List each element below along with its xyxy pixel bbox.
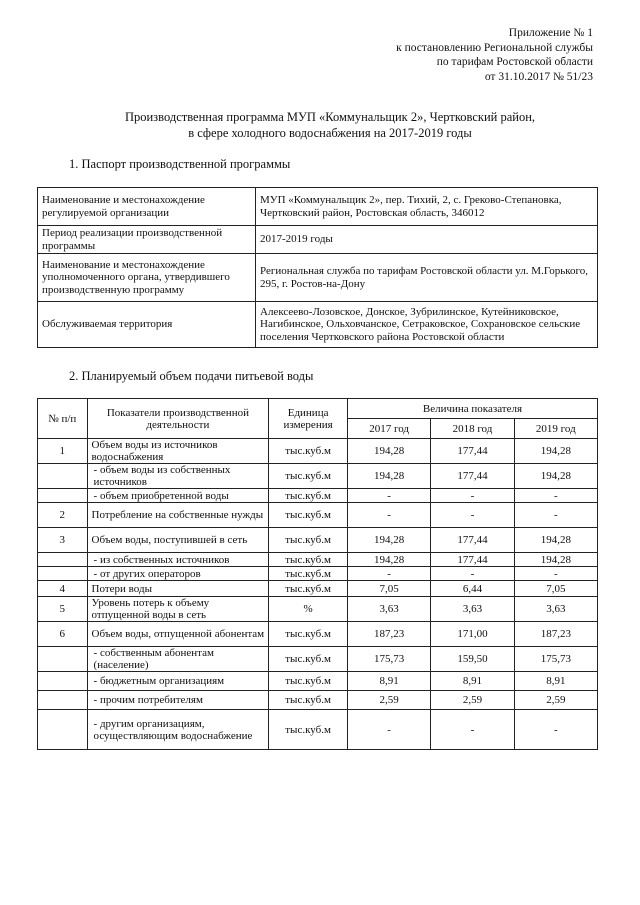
cell-num — [38, 553, 88, 567]
passport-row — [38, 188, 598, 226]
cell-value-2019: 8,91 — [514, 672, 597, 691]
cell-value-2018: 3,63 — [431, 597, 514, 622]
table-row — [38, 597, 598, 622]
cell-indicator: - другим организациям, осуществляющим водоснабжение — [87, 710, 269, 750]
passport-value: Региональная служба по тарифам Ростовской области ул. М.Горького, 295, г. Ростов-на-Дону — [256, 254, 598, 302]
cell-indicator: Уровень потерь к объему отпущенной воды в сеть — [87, 597, 269, 622]
table-row — [38, 672, 598, 691]
section-1-heading: 1. Паспорт производственной программы — [69, 157, 291, 171]
cell-unit: тыс.куб.м — [269, 439, 348, 464]
header-year-2017: 2017 год — [347, 419, 430, 439]
cell-unit: % — [269, 597, 348, 622]
table-row — [38, 622, 598, 647]
cell-value-2017: - — [347, 503, 430, 528]
table-header-row — [38, 399, 598, 419]
passport-label: Наименование и местонахождение регулируемой организации — [38, 188, 256, 226]
cell-unit: тыс.куб.м — [269, 672, 348, 691]
cell-value-2017: 7,05 — [347, 581, 430, 597]
cell-unit: тыс.куб.м — [269, 464, 348, 489]
passport-label: Обслуживаемая территория — [38, 302, 256, 348]
passport-label: Наименование и местонахождение уполномоченного органа, утвердившего производственную программу — [38, 254, 256, 302]
cell-num: 6 — [38, 622, 88, 647]
cell-value-2019: 7,05 — [514, 581, 597, 597]
cell-indicator: Объем воды из источников водоснабжения — [87, 439, 269, 464]
cell-value-2018: 177,44 — [431, 439, 514, 464]
cell-value-2017: 3,63 — [347, 597, 430, 622]
cell-num — [38, 647, 88, 672]
cell-value-2018: 177,44 — [431, 464, 514, 489]
table-row — [38, 710, 598, 750]
cell-num: 2 — [38, 503, 88, 528]
cell-value-2018: - — [431, 503, 514, 528]
header-unit: Единица измерения — [269, 399, 348, 439]
cell-value-2017: 2,59 — [347, 691, 430, 710]
cell-indicator: - прочим потребителям — [87, 691, 269, 710]
cell-value-2018: 8,91 — [431, 672, 514, 691]
volume-table — [37, 398, 598, 750]
passport-table — [37, 187, 598, 348]
cell-unit: тыс.куб.м — [269, 622, 348, 647]
cell-value-2018: - — [431, 710, 514, 750]
cell-value-2019: - — [514, 503, 597, 528]
table-row — [38, 567, 598, 581]
cell-unit: тыс.куб.м — [269, 489, 348, 503]
cell-value-2019: 194,28 — [514, 553, 597, 567]
cell-unit: тыс.куб.м — [269, 581, 348, 597]
header-value-group: Величина показателя — [347, 399, 597, 419]
passport-row — [38, 254, 598, 302]
cell-value-2018: 6,44 — [431, 581, 514, 597]
cell-value-2017: 194,28 — [347, 528, 430, 553]
appendix-header — [396, 26, 593, 84]
table-row — [38, 464, 598, 489]
cell-num: 4 — [38, 581, 88, 597]
cell-num — [38, 464, 88, 489]
passport-value: Алексеево-Лозовское, Донское, Зубрилинское, Кутейниковское, Нагибинское, Ольховчанское, Сетраковское, Сохрановское сельские поселения Чертковского района Ростовской области — [256, 302, 598, 348]
cell-value-2018: 171,00 — [431, 622, 514, 647]
cell-num — [38, 567, 88, 581]
table-row — [38, 647, 598, 672]
cell-num — [38, 691, 88, 710]
cell-value-2017: 187,23 — [347, 622, 430, 647]
table-row — [38, 581, 598, 597]
header-year-2018: 2018 год — [431, 419, 514, 439]
cell-unit: тыс.куб.м — [269, 567, 348, 581]
cell-value-2019: 2,59 — [514, 691, 597, 710]
cell-value-2018: 177,44 — [431, 528, 514, 553]
cell-indicator: Потребление на собственные нужды — [87, 503, 269, 528]
cell-value-2019: 194,28 — [514, 528, 597, 553]
cell-value-2019: 3,63 — [514, 597, 597, 622]
cell-indicator: - объем приобретенной воды — [87, 489, 269, 503]
table-row — [38, 503, 598, 528]
document-title — [60, 110, 600, 141]
cell-indicator: - от других операторов — [87, 567, 269, 581]
cell-value-2017: 194,28 — [347, 553, 430, 567]
cell-value-2019: 187,23 — [514, 622, 597, 647]
cell-indicator: - объем воды из собственных источников — [87, 464, 269, 489]
cell-unit: тыс.куб.м — [269, 691, 348, 710]
cell-unit: тыс.куб.м — [269, 528, 348, 553]
cell-unit: тыс.куб.м — [269, 710, 348, 750]
cell-indicator: Объем воды, отпущенной абонентам — [87, 622, 269, 647]
passport-value: 2017-2019 годы — [256, 226, 598, 254]
section-2-heading: 2. Планируемый объем подачи питьевой воды — [69, 369, 314, 383]
cell-value-2017: 194,28 — [347, 439, 430, 464]
cell-indicator: Объем воды, поступившей в сеть — [87, 528, 269, 553]
cell-indicator: - бюджетным организациям — [87, 672, 269, 691]
cell-indicator: - из собственных источников — [87, 553, 269, 567]
table-row — [38, 691, 598, 710]
cell-value-2018: 177,44 — [431, 553, 514, 567]
cell-value-2019: - — [514, 710, 597, 750]
cell-unit: тыс.куб.м — [269, 503, 348, 528]
cell-value-2018: - — [431, 567, 514, 581]
cell-value-2019: 175,73 — [514, 647, 597, 672]
table-row — [38, 528, 598, 553]
cell-num: 5 — [38, 597, 88, 622]
table-row — [38, 489, 598, 503]
cell-num — [38, 710, 88, 750]
cell-value-2017: - — [347, 489, 430, 503]
cell-value-2017: 194,28 — [347, 464, 430, 489]
cell-unit: тыс.куб.м — [269, 647, 348, 672]
passport-row — [38, 226, 598, 254]
cell-value-2017: - — [347, 710, 430, 750]
appendix-line-1: Приложение № 1 — [508, 27, 593, 39]
title-line-1: Производственная программа МУП «Коммунальщик 2», Чертковский район, — [124, 110, 536, 124]
cell-value-2018: - — [431, 489, 514, 503]
cell-value-2019: 194,28 — [514, 464, 597, 489]
header-indicator: Показатели производственной деятельности — [87, 399, 269, 439]
table-row — [38, 439, 598, 464]
passport-value: МУП «Коммунальщик 2», пер. Тихий, 2, с. Греково-Степановка, Чертковский район, Ростовская область, 346012 — [256, 188, 598, 226]
table-row — [38, 553, 598, 567]
cell-num: 1 — [38, 439, 88, 464]
cell-unit: тыс.куб.м — [269, 553, 348, 567]
cell-value-2019: - — [514, 489, 597, 503]
header-year-2019: 2019 год — [514, 419, 597, 439]
cell-value-2018: 2,59 — [431, 691, 514, 710]
cell-value-2017: 8,91 — [347, 672, 430, 691]
cell-indicator: - собственным абонентам (население) — [87, 647, 269, 672]
cell-value-2017: 175,73 — [347, 647, 430, 672]
cell-indicator: Потери воды — [87, 581, 269, 597]
appendix-line-4: от 31.10.2017 № 51/23 — [484, 70, 593, 83]
cell-num — [38, 489, 88, 503]
cell-value-2017: - — [347, 567, 430, 581]
passport-row — [38, 302, 598, 348]
passport-label: Период реализации производственной программы — [38, 226, 256, 254]
cell-value-2019: 194,28 — [514, 439, 597, 464]
title-line-2: в сфере холодного водоснабжения на 2017-2019 годы — [188, 125, 472, 140]
cell-value-2019: - — [514, 567, 597, 581]
cell-num — [38, 672, 88, 691]
cell-num: 3 — [38, 528, 88, 553]
appendix-line-2: к постановлению Региональной службы — [396, 41, 593, 54]
appendix-line-3: по тарифам Ростовской области — [436, 56, 593, 68]
cell-value-2018: 159,50 — [431, 647, 514, 672]
header-num: № п/п — [38, 399, 88, 439]
